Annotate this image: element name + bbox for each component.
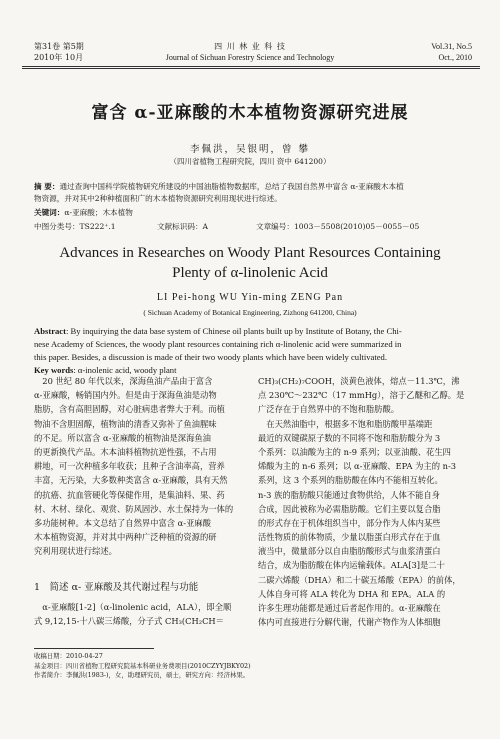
footnotes [34,652,251,681]
document-code: 文献标识码：A [157,222,209,231]
header-rule-2 [22,68,480,69]
body-line: 究利用现状进行综述。 [34,546,117,557]
body-line: 的形式存在于机体组织当中，部分作为人体内某些 [258,517,441,528]
header-date-cn: 2010年 10月 [34,53,84,62]
abstract-en-line3: this paper. Besides, a discussion is made of their two woody plants which have been widely cultivated. [34,352,387,362]
section-1-heading: 1 简述 α- 亚麻酸及其代谢过程与功能 [34,582,199,593]
body-line: 许多生理功能都是通过后者起作用的。α-亚麻酸在 [258,603,441,613]
body-line: 20 世纪 80 年代以来，深海鱼油产品由于富含 [34,376,213,386]
abstract-cn-label: 摘 要： [34,182,60,191]
clc-number: 中图分类号：TS222⁺.1 [34,222,116,231]
body-line: 物油不含胆固醇，植物油的清香又弥补了鱼油腥味 [34,418,217,429]
body-line: 烯酸为主的 n-6 系列；以 α-亚麻酸、EPA 为主的 n-3 [258,461,457,472]
body-line: 最近的双键碳原子数的不同将不饱和脂肪酸分为 3 [258,432,441,443]
body-line: 合成，因此被称为必需脂肪酸。它们主要以复合脂 [258,503,441,514]
abstract-cn [34,181,474,205]
body-line: 的抗癌、抗血管硬化等保健作用，是集油料、果、药 [34,489,225,500]
body-line: 的更新换代产品。木本油料植物抗逆性强，不占用 [34,446,217,457]
abstract-cn-line1: 通过查询中国科学院植物研究所建设的中国油脂植物数据库，总结了我国自然界中富含 α-亚麻酸木本植 [59,182,404,191]
body-line: n-3 族的脂肪酸只能通过食物供给，人体不能自身 [258,489,441,500]
body-line: 广泛存在于自然界中的不饱和脂肪酸。 [258,404,400,415]
footnote-author: 作者简介：李佩洪(1983-)，女，助理研究员，硕士，研究方向：经济林果。 [34,671,250,679]
header-journal-cn: 四 川 林 业 科 技 [214,42,286,51]
keywords-cn-text: α-亚麻酸；木本植物 [64,208,133,217]
body-line: 在天然油脂中，根据多不饱和脂肪酸甲基端距 [258,418,433,429]
body-left-column [34,374,246,558]
body-right-column [258,374,476,629]
body-line: 液当中，微量部分以自由脂肪酸形式与血浆清蛋白 [258,546,441,557]
footnote-fund: 基金项目：四川省植物工程研究院基本科研业务费项目(2010CZYYJBKY02) [34,661,251,670]
body-line: 脂肪，含有高胆固醇，对心脏病患者弊大于利。而植 [34,404,225,415]
body-line: 耕地，可一次种植多年收获；且种子含油率高，营养 [34,461,225,472]
body-line: 体内可直接进行分解代谢，代谢产物作为人体细胞 [258,617,441,628]
body-line: 二碳六烯酸（DHA）和二十碳五烯酸（EPA）的前体， [258,574,461,585]
body-line: 点 230℃～232℃（17 mmHg），溶于乙醚和乙醇。是 [258,390,465,401]
body-left-column-bottom [34,600,246,628]
body-line: CH)₃(CH₂)₇COOH，淡黄色液体，熔点－11.3℃，沸 [258,376,460,386]
body-line: 多功能树种。本文总结了自然界中富含 α-亚麻酸 [34,517,211,528]
header-journal-en: Journal of Sichuan Forestry Science and Technology [165,53,335,62]
abstract-en-label: Abstract [34,326,66,336]
body-line: α-亚麻酸，畅销国内外。但是由于深海鱼油是动物 [34,390,217,401]
keywords-cn-label: 关键词： [34,208,65,217]
keywords-en-text: : α-inolenic acid, woody plant [73,365,177,375]
title-en-line1: Advances in Researches on Woody Plant Resources Containing [59,245,441,261]
keywords-cn [34,207,133,219]
header-rule [22,66,480,67]
abstract-cn-line2: 物资源，并对其中2种种植面积广的木本植物资源研究利用现状进行综述。 [34,194,282,203]
authors-cn: 李佩洪，吴银明，曾 攀 [189,144,311,155]
keywords-en-label: Key words [34,365,74,375]
header-volume-cn: 第31卷 第5期 [34,42,84,51]
title-en-line2: Plenty of α-linolenic Acid [172,265,328,281]
abstract-en-line1: : By inquirying the data base system of Chinese oil plants built up by Institute of Botany, the Chi- [65,326,402,336]
body-line: 系列，这 3 个系列的脂肪酸在体内不能相互转化。 [258,475,443,486]
abstract-en [34,325,474,377]
body-line: α-亚麻酸[1-2]（α-linolenic acid，ALA），即全顺 [34,602,232,612]
body-line: 人体自身可将 ALA 转化为 DHA 和 EPA。ALA 的 [258,588,446,599]
footnote-received: 收稿日期：2010-04-27 [34,652,103,660]
affiliation-cn: （四川省植物工程研究院，四川 资中 641200） [169,157,331,166]
header-volume-en: Vol.31, No.5 [431,42,472,51]
header-date-en: Oct., 2010 [438,53,472,62]
body-line: 材、木材、绿化、观赏、防风固沙、水土保持为一体的 [34,503,234,514]
body-line: 的不足。所以富含 α-亚麻酸的植物油是深海鱼油 [34,432,211,443]
body-line: 活性物质的前体物质，少量以脂蛋白形式存在于血 [258,532,441,543]
body-line: 个系列：以油酸为主的 n-9 系列；以亚油酸、花生四 [258,446,451,457]
footnote-rule [34,648,154,649]
title-cn: 富含 α-亚麻酸的木本植物资源研究进展 [91,103,409,123]
abstract-en-line2: nese Academy of Sciences, the woody plant resources containing rich α-linolenic acid were summarized in [34,339,402,349]
article-number: 文章编号：1003－5508(2010)05－0055－05 [256,222,420,231]
body-line: 木本植物资源，并对其中两种广泛种植的资源的研 [34,532,217,543]
body-line: 结合，成为脂肪酸在体内运输载体。ALA[3]是二十 [258,560,445,571]
authors-en: LI Pei-hong WU Yin-ming ZENG Pan [156,292,344,303]
body-line: 丰富，无污染，大多数种类富含 α-亚麻酸，具有天然 [34,475,228,486]
body-line: 式 9,12,15-十八碳三烯酸，分子式 CH₃(CH₂CH＝ [34,616,224,627]
affiliation-en: ( Sichuan Academy of Botanical Engineering, Zizhong 641200, China) [143,308,357,317]
